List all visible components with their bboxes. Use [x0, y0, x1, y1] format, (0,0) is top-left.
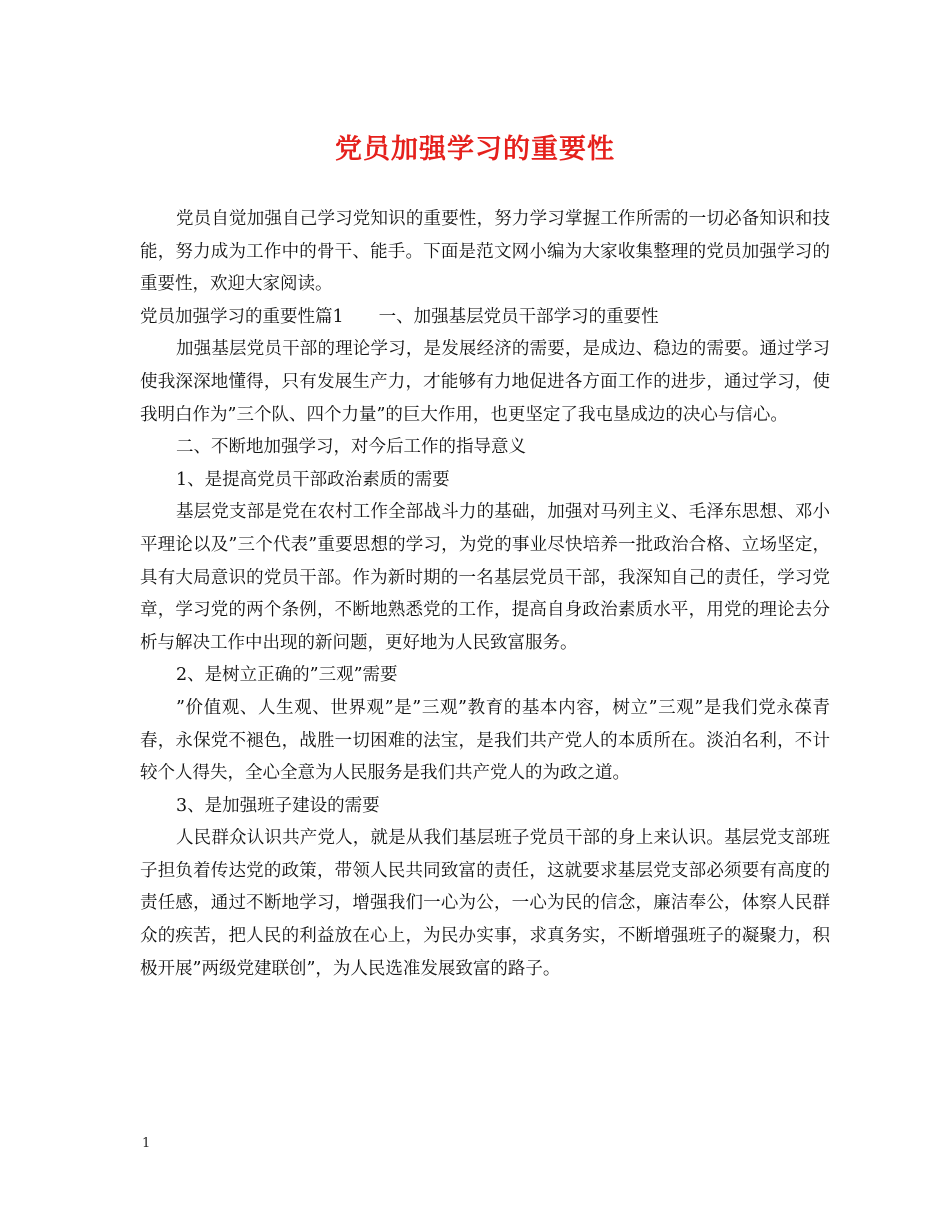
- subheading-political-quality: 1、是提高党员干部政治素质的需要: [176, 469, 450, 490]
- document-body: [140, 203, 830, 985]
- paragraph-theory-study: 加强基层党员干部的理论学习，是发展经济的需要，是成边、稳边的需要。通过学习使我深深地懂得，只有发展生产力，才能够有力地促进各方面工作的进步，通过学习，使我明白作为”三个队、四个力量”的巨大作用，也更坚定了我屯垦成边的决心与信心。: [140, 339, 830, 425]
- page-number: 1: [142, 1136, 151, 1151]
- section-heading-part1: 党员加强学习的重要性篇1 一、加强基层党员干部学习的重要性: [140, 306, 659, 327]
- subheading-team-building: 3、是加强班子建设的需要: [176, 795, 380, 816]
- paragraph-three-views: ”价值观、人生观、世界观”是”三观”教育的基本内容，树立”三观”是我们党永葆青春，永保党不褪色，战胜一切困难的法宝，是我们共产党人的本质所在。淡泊名利，不计较个人得失，全心全意为人民服务是我们共产党人的为政之道。: [140, 697, 830, 784]
- subheading-three-views: 2、是树立正确的”三观”需要: [176, 665, 398, 686]
- document-title: 党员加强学习的重要性: [335, 134, 615, 165]
- paragraph-intro: 党员自觉加强自己学习党知识的重要性，努力学习掌握工作所需的一切必备知识和技能，努力成为工作中的骨干、能手。下面是范文网小编为大家收集整理的党员加强学习的重要性，欢迎大家阅读。: [140, 209, 830, 295]
- section-heading-guidance: 二、不断地加强学习，对今后工作的指导意义: [176, 437, 526, 458]
- paragraph-team-building: 人民群众认识共产党人，就是从我们基层班子党员干部的身上来认识。基层党支部班子担负着传达党的政策，带领人民共同致富的责任，这就要求基层党支部必须要有高度的责任感，通过不断地学习，增强我们一心为公，一心为民的信念，廉洁奉公，体察人民群众的疾苦，把人民的利益放在心上，为民办实事，求真务实，不断增强班子的凝聚力，积极开展”两级党建联创”，为人民选准发展致富的路子。: [140, 828, 830, 979]
- paragraph-political-quality: 基层党支部是党在农村工作全部战斗力的基础，加强对马列主义、毛泽东思想、邓小平理论以及”三个代表”重要思想的学习，为党的事业尽快培养一批政治合格、立场坚定，具有大局意识的党员干部。作为新时期的一名基层党员干部，我深知自己的责任，学习党章，学习党的两个条例，不断地熟悉党的工作，提高自身政治素质水平，用党的理论去分析与解决工作中出现的新问题，更好地为人民致富服务。: [140, 502, 830, 653]
